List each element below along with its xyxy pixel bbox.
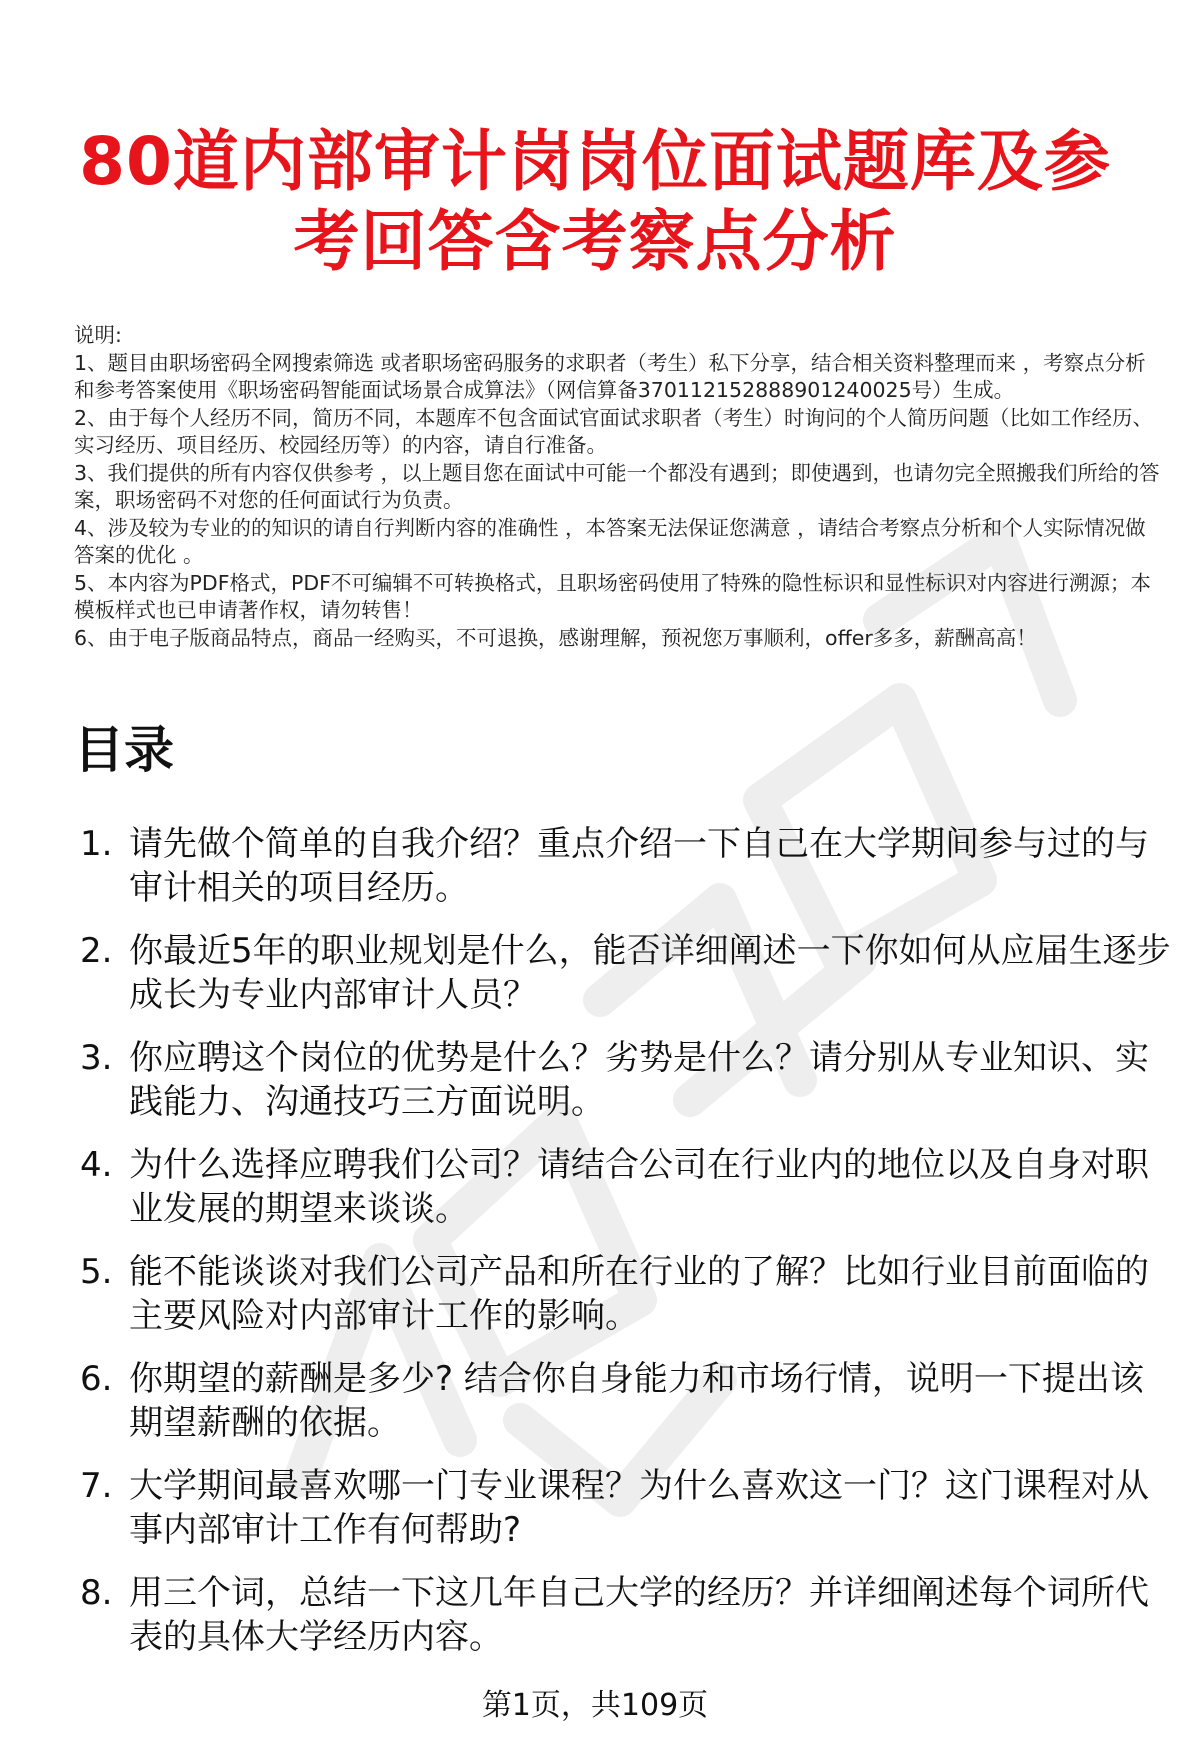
toc-item-number: 8. <box>80 1573 113 1613</box>
page-indicator: 第1页，共109页 <box>481 1688 709 1723</box>
toc-item-text: 用三个词，总结一下这几年自己大学的经历？并详细阐述每个词所代表的具体大学经历内容。 <box>129 1573 1149 1657</box>
toc-item-number: 2. <box>80 931 113 971</box>
toc-item-number: 6. <box>80 1359 113 1399</box>
toc-list <box>74 822 1174 1678</box>
toc-item[interactable] <box>74 1357 1174 1445</box>
toc-heading: 目录 <box>74 721 174 779</box>
toc-item[interactable] <box>74 1464 1174 1552</box>
toc-item[interactable] <box>74 1250 1174 1338</box>
document-title: 80道内部审计岗岗位面试题库及参考回答含考察点分析 <box>79 123 1111 280</box>
note-item: 2、由于每个人经历不同，简历不同，本题库不包含面试官面试求职者（考生）时询问的个人简历问题（比如工作经历、实习经历、项目经历、校园经历等）的内容，请自行准备。 <box>74 405 1154 457</box>
toc-item[interactable] <box>74 929 1174 1017</box>
note-item: 6、由于电子版商品特点，商品一经购买，不可退换，感谢理解，预祝您万事顺利，offer多多，薪酬高高！ <box>74 625 1037 650</box>
toc-item-text: 请先做个简单的自我介绍？重点介绍一下自己在大学期间参与过的与审计相关的项目经历。 <box>129 824 1149 908</box>
toc-item-text: 你期望的薪酬是多少? 结合你自身能力和市场行情，说明一下提出该期望薪酬的依据。 <box>129 1359 1144 1443</box>
toc-item[interactable] <box>74 1143 1174 1231</box>
toc-item[interactable] <box>74 822 1174 910</box>
note-item: 3、我们提供的所有内容仅供参考 ，以上题目您在面试中可能一个都没有遇到；即使遇到，也请勿完全照搬我们所给的答案，职场密码不对您的任何面试行为负责。 <box>74 460 1160 512</box>
toc-item-text: 你应聘这个岗位的优势是什么？劣势是什么？请分别从专业知识、实践能力、沟通技巧三方面说明。 <box>129 1038 1149 1122</box>
toc-item-number: 7. <box>80 1466 113 1506</box>
toc-item-text: 大学期间最喜欢哪一门专业课程？为什么喜欢这一门？这门课程对从事内部审计工作有何帮助? <box>129 1466 1149 1550</box>
notes-heading: 说明: <box>74 323 122 347</box>
notes-section <box>74 322 1164 652</box>
toc-item-number: 4. <box>80 1145 113 1185</box>
note-item: 5、本内容为PDF格式，PDF不可编辑不可转换格式，且职场密码使用了特殊的隐性标识和显性标识对内容进行溯源；本模板样式也已申请著作权，请勿转售！ <box>74 570 1151 622</box>
toc-item-number: 1. <box>80 824 113 864</box>
toc-item-number: 3. <box>80 1038 113 1078</box>
toc-item[interactable] <box>74 1036 1174 1124</box>
toc-item-number: 5. <box>80 1252 113 1292</box>
note-item: 1、题目由职场密码全网搜索筛选 或者职场密码服务的求职者（考生）私下分享，结合相关资料整理而来 ，考察点分析和参考答案使用《职场密码智能面试场景合成算法》（网信算备370112152888901240025号）生成。 <box>74 350 1146 402</box>
toc-item-text: 能不能谈谈对我们公司产品和所在行业的了解？比如行业目前面临的主要风险对内部审计工作的影响。 <box>129 1252 1149 1336</box>
note-item: 4、涉及较为专业的的知识的请自行判断内容的准确性 ，本答案无法保证您满意 ，请结合考察点分析和个人实际情况做答案的优化 。 <box>74 515 1146 567</box>
toc-item-text: 你最近5年的职业规划是什么，能否详细阐述一下你如何从应届生逐步成长为专业内部审计人员？ <box>129 931 1171 1015</box>
toc-item-text: 为什么选择应聘我们公司？请结合公司在行业内的地位以及自身对职业发展的期望来谈谈。 <box>129 1145 1149 1229</box>
toc-item[interactable] <box>74 1571 1174 1659</box>
